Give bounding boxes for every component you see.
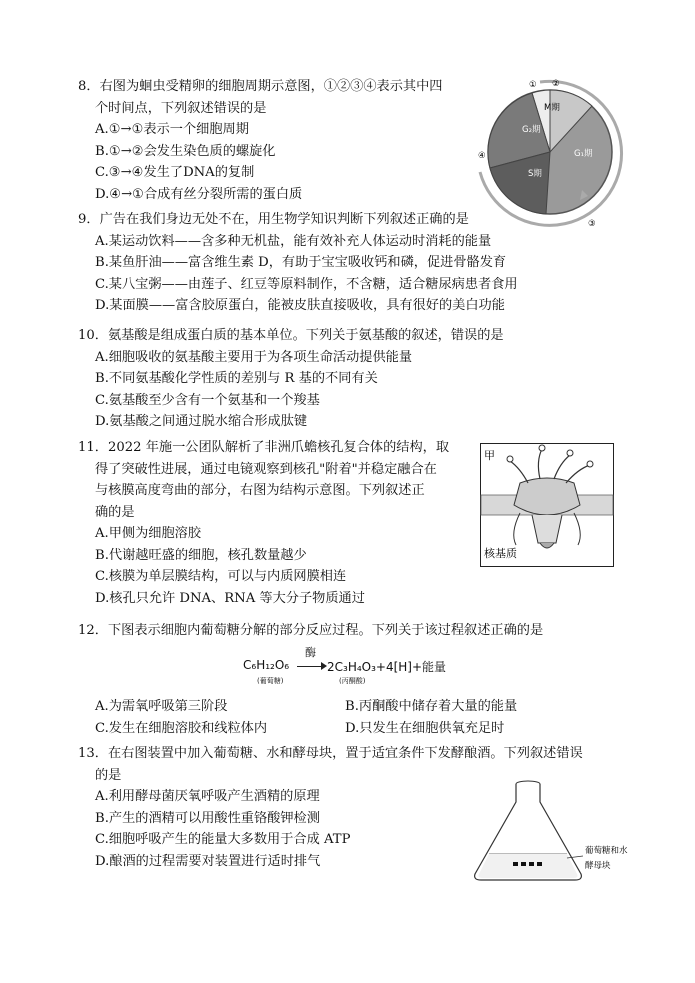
q10-option-d[interactable]: D.氨基酸之间通过脱水缩合形成肽键	[95, 414, 308, 429]
nuclear-pore-diagram	[480, 443, 614, 567]
reactant-note: (葡萄糖)	[257, 677, 284, 685]
q8-option-d[interactable]: D.④→①合成有丝分裂所需的蛋白质	[95, 186, 303, 202]
q13-option-a[interactable]: A.利用酵母菌厌氧呼吸产生酒精的原理	[95, 789, 320, 804]
point-4-label: ④	[478, 151, 486, 161]
g1-phase-label: G₁期	[574, 149, 593, 159]
cell-cycle-diagram	[470, 72, 630, 232]
point-3-label: ③	[588, 219, 596, 229]
q8-option-b[interactable]: B.①→②会发生染色质的螺旋化	[95, 143, 276, 159]
equation-products: 2C₃H₄O₃+4[H]+能量	[327, 660, 447, 674]
question-10	[78, 325, 504, 433]
q8-stem-line1: 8．右图为蛔虫受精卵的细胞周期示意图，①②③④表示其中四	[78, 79, 443, 94]
q12-option-c[interactable]: C.发生在细胞溶胶和线粒体内	[95, 720, 268, 736]
q10-option-a[interactable]: A.细胞吸收的氨基酸主要用于为各项生命活动提供能量	[95, 349, 413, 365]
g2-phase-label: G₂期	[522, 125, 541, 135]
q11-option-c[interactable]: C.核膜为单层膜结构，可以与内质网膜相连	[95, 569, 347, 584]
q11-stem-line1: 11．2022 年施一公团队解析了非洲爪蟾核孔复合体的结构，取	[78, 440, 450, 455]
cytoplasm-side-label: 甲	[484, 449, 495, 462]
q13-stem-line2: 的是	[95, 767, 122, 783]
m-phase-label: M期	[544, 103, 560, 113]
q10-option-b[interactable]: B.不同氨基酸化学性质的差别与 R 基的不同有关	[95, 371, 378, 386]
q11-option-b[interactable]: B.代谢越旺盛的细胞，核孔数量越少	[95, 547, 307, 563]
q9-stem: 9．广告在我们身边无处不在，用生物学知识判断下列叙述正确的是	[78, 212, 469, 227]
s-phase-label: S期	[528, 169, 542, 179]
flask-label-glucose-water: 葡萄糖和水	[585, 846, 628, 856]
q10-stem: 10．氨基酸是组成蛋白质的基本单位。下列关于氨基酸的叙述，错误的是	[78, 328, 504, 343]
q12-option-b[interactable]: B.丙酮酸中储存着大量的能量	[345, 699, 518, 714]
q10-option-c[interactable]: C.氨基酸至少含有一个氨基和一个羧基	[95, 392, 320, 408]
q9-option-c[interactable]: C.某八宝粥——由莲子、红豆等原料制作，不含糖，适合糖尿病患者食用	[95, 276, 518, 292]
q13-option-b[interactable]: B.产生的酒精可以用酸性重铬酸钾检测	[95, 810, 320, 826]
point-2-label: ②	[552, 79, 560, 89]
q12-option-d[interactable]: D.只发生在细胞供氧充足时	[345, 720, 505, 736]
q8-option-a[interactable]: A.①→①表示一个细胞周期	[95, 122, 249, 137]
q13-stem-line1: 13．在右图装置中加入葡萄糖、水和酵母块，置于适宜条件下发酵酿酒。下列叙述错误	[78, 746, 583, 761]
product-note: (丙酮酸)	[339, 677, 366, 685]
q11-stem-line2: 得了突破性进展，通过电镜观察到核孔"附着"并稳定融合在	[95, 461, 437, 477]
q8-option-c[interactable]: C.③→④发生了DNA的复制	[95, 165, 255, 180]
q13-option-c[interactable]: C.细胞呼吸产生的能量大多数用于合成 ATP	[95, 832, 351, 847]
q12-option-a[interactable]: A.为需氧呼吸第三阶段	[95, 699, 228, 714]
point-1-label: ①	[529, 80, 537, 90]
q9-option-b[interactable]: B.某鱼肝油——富含维生素 D，有助于宝宝吸收钙和磷，促进骨骼发育	[95, 255, 507, 270]
question-9	[78, 209, 518, 317]
q13-option-d[interactable]: D.酿酒的过程需要对装置进行适时排气	[95, 853, 321, 869]
q12-stem: 12．下图表示细胞内葡萄糖分解的部分反应过程。下列关于该过程叙述正确的是	[78, 623, 544, 638]
q9-option-d[interactable]: D.某面膜——富含胶原蛋白，能被皮肤直接吸收，具有很好的美白功能	[95, 298, 505, 313]
q11-stem-line4: 确的是	[95, 504, 135, 520]
question-8	[78, 76, 442, 205]
fermentation-flask-diagram	[455, 778, 630, 888]
q11-option-a[interactable]: A.甲侧为细胞溶胶	[95, 526, 202, 541]
flask-label-yeast: 酵母块	[585, 861, 611, 871]
question-12	[78, 620, 543, 642]
equation-reactant: C₆H₁₂O₆	[243, 658, 290, 672]
question-11	[78, 437, 449, 609]
q11-option-d[interactable]: D.核孔只允许 DNA、RNA 等大分子物质通过	[95, 590, 365, 606]
nucleoplasm-label: 核基质	[484, 547, 517, 560]
q8-stem-line2: 个时间点，下列叙述错误的是	[95, 100, 267, 116]
q12-options	[78, 696, 638, 739]
q9-option-a[interactable]: A.某运动饮料——含多种无机盐，能有效补充人体运动时消耗的能量	[95, 233, 492, 249]
equation-enzyme-label: 酶	[305, 646, 316, 659]
glycolysis-equation	[243, 644, 483, 686]
q11-stem-line3: 与核膜高度弯曲的部分，右图为结构示意图。下列叙述正	[95, 483, 425, 498]
